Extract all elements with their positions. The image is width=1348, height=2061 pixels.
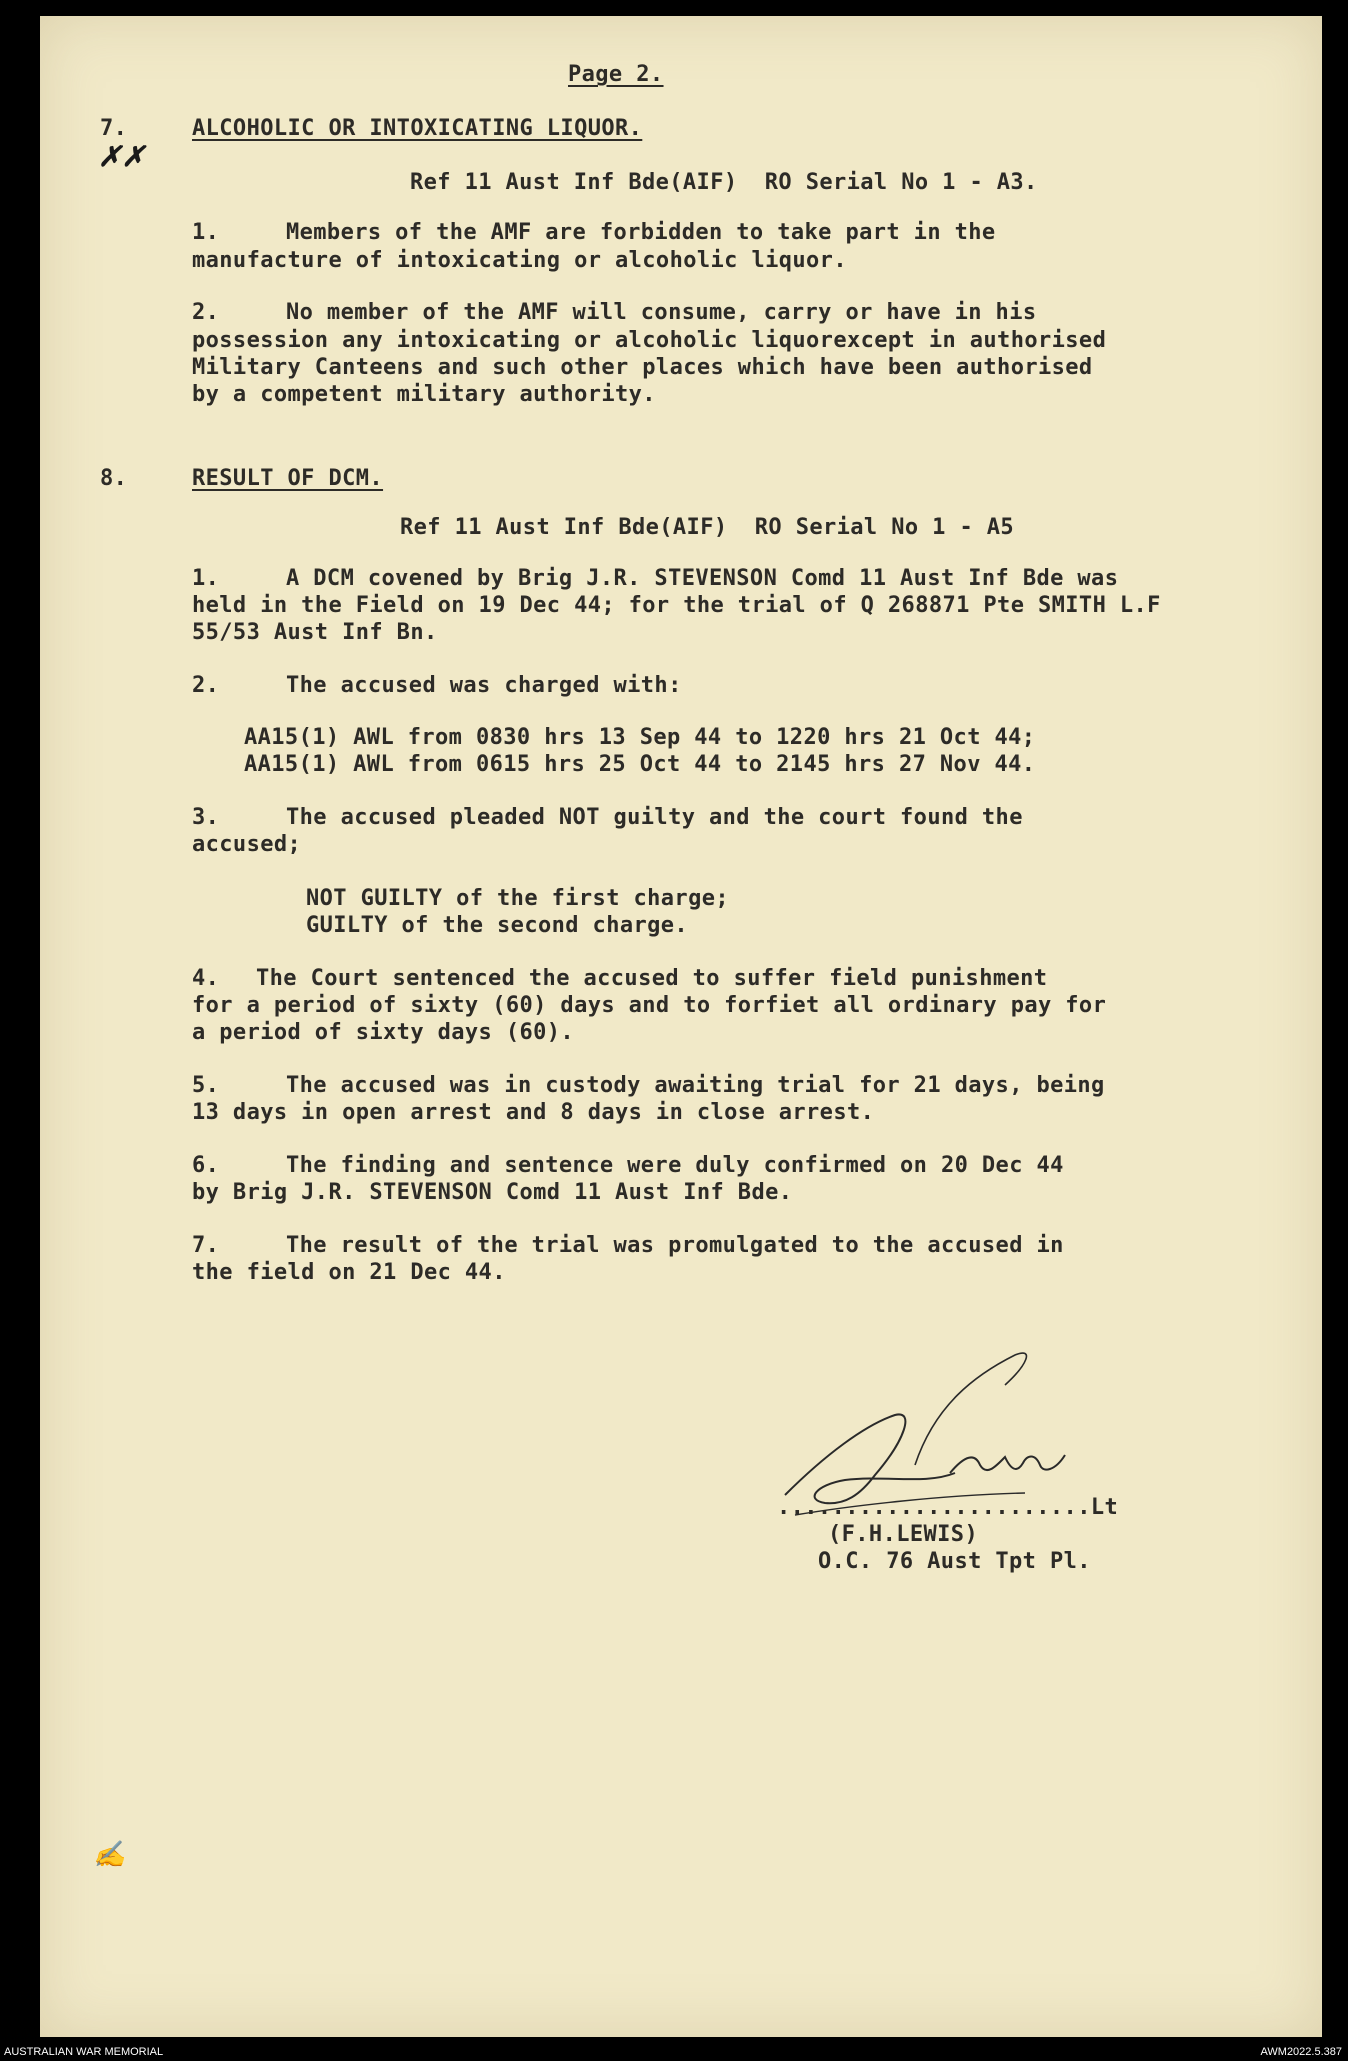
paragraph-line: The accused pleaded NOT guilty and the court found the bbox=[286, 805, 1023, 830]
paragraph-line: The accused was charged with: bbox=[286, 673, 682, 698]
signature-dots: .......................Lt bbox=[777, 1495, 1119, 1520]
paragraph-line: The accused was in custody awaiting trial for 21 days, being bbox=[286, 1073, 1105, 1098]
paragraph-line: possession any intoxicating or alcoholic liquorexcept in authorised bbox=[192, 328, 1107, 353]
charge-line: AA15(1) AWL from 0830 hrs 13 Sep 44 to 1220 hrs 21 Oct 44; bbox=[244, 725, 1036, 750]
handwritten-mark: ✍ bbox=[93, 1840, 126, 1870]
paragraph-number: 1. bbox=[192, 220, 220, 245]
paragraph-line: Military Canteens and such other places which have been authorised bbox=[192, 355, 1093, 380]
finding-line: NOT GUILTY of the first charge; bbox=[306, 886, 729, 911]
section-number: 7. bbox=[100, 116, 128, 141]
paragraph-number: 4. bbox=[192, 966, 220, 991]
signatory-title: O.C. 76 Aust Tpt Pl. bbox=[818, 1549, 1091, 1574]
paragraph-line: 13 days in open arrest and 8 days in close arrest. bbox=[192, 1100, 875, 1125]
paragraph-line: accused; bbox=[192, 832, 302, 857]
paragraph-line: a period of sixty days (60). bbox=[192, 1020, 575, 1045]
reference-line: Ref 11 Aust Inf Bde(AIF) RO Serial No 1 - A3. bbox=[410, 170, 1038, 195]
section-heading: RESULT OF DCM. bbox=[192, 466, 384, 491]
section-number: 8. bbox=[100, 466, 128, 491]
footer-catalog-id: AWM2022.5.387 bbox=[1260, 2046, 1342, 2058]
signatory-name: (F.H.LEWIS) bbox=[828, 1522, 979, 1547]
section-heading: ALCOHOLIC OR INTOXICATING LIQUOR. bbox=[192, 116, 643, 141]
paragraph-line: A DCM covened by Brig J.R. STEVENSON Comd 11 Aust Inf Bde was bbox=[286, 566, 1119, 591]
paragraph-number: 7. bbox=[192, 1233, 220, 1258]
handwritten-mark: ✗✗ bbox=[98, 140, 145, 173]
paragraph-number: 3. bbox=[192, 805, 220, 830]
paragraph-line: The result of the trial was promulgated to the accused in bbox=[286, 1233, 1064, 1258]
paragraph-line: The finding and sentence were duly confirmed on 20 Dec 44 bbox=[286, 1153, 1064, 1178]
paragraph-number: 5. bbox=[192, 1073, 220, 1098]
paragraph-number: 6. bbox=[192, 1153, 220, 1178]
paragraph-line: for a period of sixty (60) days and to forfiet all ordinary pay for bbox=[192, 993, 1107, 1018]
reference-line: Ref 11 Aust Inf Bde(AIF) RO Serial No 1 - A5 bbox=[400, 515, 1015, 540]
paragraph-number: 2. bbox=[192, 673, 220, 698]
footer-archive-name: AUSTRALIAN WAR MEMORIAL bbox=[4, 2046, 164, 2058]
paragraph-number: 1. bbox=[192, 566, 220, 591]
paragraph-line: held in the Field on 19 Dec 44; for the trial of Q 268871 Pte SMITH L.F bbox=[192, 593, 1161, 618]
paragraph-line: Members of the AMF are forbidden to take part in the bbox=[286, 220, 996, 245]
charge-line: AA15(1) AWL from 0615 hrs 25 Oct 44 to 2145 hrs 27 Nov 44. bbox=[244, 752, 1036, 777]
paragraph-line: by Brig J.R. STEVENSON Comd 11 Aust Inf Bde. bbox=[192, 1180, 793, 1205]
paragraph-line: the field on 21 Dec 44. bbox=[192, 1260, 506, 1285]
paragraph-line: No member of the AMF will consume, carry or have in his bbox=[286, 300, 1037, 325]
paragraph-line: 55/53 Aust Inf Bn. bbox=[192, 620, 438, 645]
paragraph-line: The Court sentenced the accused to suffer field punishment bbox=[256, 966, 1048, 991]
paragraph-number: 2. bbox=[192, 300, 220, 325]
finding-line: GUILTY of the second charge. bbox=[306, 913, 689, 938]
paragraph-line: by a competent military authority. bbox=[192, 382, 656, 407]
page-number: Page 2. bbox=[568, 62, 664, 87]
paragraph-line: manufacture of intoxicating or alcoholic liquor. bbox=[192, 248, 847, 273]
